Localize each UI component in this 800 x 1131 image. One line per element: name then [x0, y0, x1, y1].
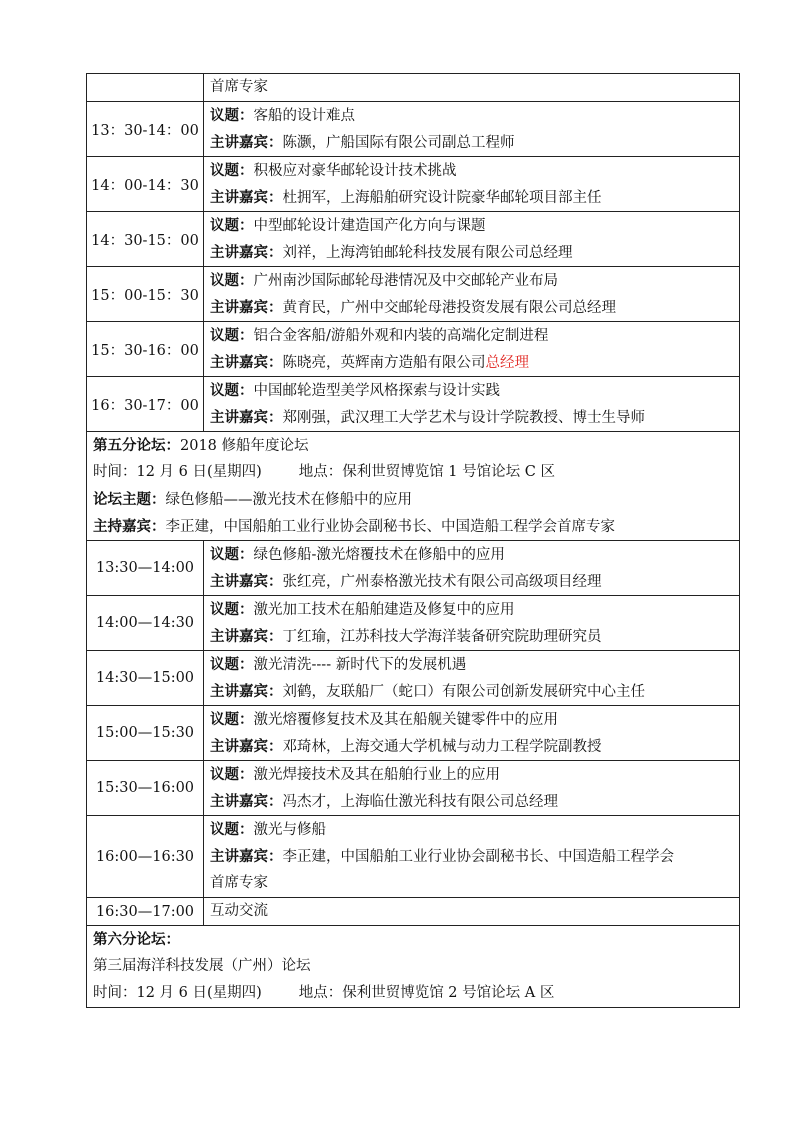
topic-text: 积极应对豪华邮轮设计技术挑战 [253, 163, 457, 179]
speaker-line [210, 129, 733, 156]
topic-label: 议题： [210, 382, 254, 399]
talk-cell [204, 377, 740, 432]
speaker-text: 杜拥军，上海船舶研究设计院豪华邮轮项目部主任 [282, 190, 602, 206]
speaker-label: 主讲嘉宾： [210, 189, 283, 206]
agenda-row [87, 706, 740, 761]
topic-text: 中型邮轮设计建造国产化方向与课题 [253, 218, 486, 234]
forum-header-row [87, 432, 740, 541]
agenda-row [87, 102, 740, 157]
topic-label: 议题： [210, 656, 254, 673]
time-slot: 16:30—17:00 [87, 898, 204, 926]
talk-cell [204, 651, 740, 706]
time-slot: 15:30—16:00 [87, 761, 204, 816]
agenda-row [87, 322, 740, 377]
time-slot: 14:30—15:00 [87, 651, 204, 706]
topic-line [210, 816, 733, 843]
topic-text: 中国邮轮造型美学风格探索与设计实践 [253, 383, 500, 399]
speaker-text: 李正建，中国船舶工业行业协会副秘书长、中国造船工程学会 [282, 849, 674, 865]
forum5-theme-label: 论坛主题： [93, 491, 166, 508]
agenda-row [87, 898, 740, 926]
forum5-host-text: 李正建，中国船舶工业行业协会副秘书长、中国造船工程学会首席专家 [165, 519, 615, 535]
agenda-row [87, 596, 740, 651]
forum5-host [93, 513, 733, 540]
topic-line [210, 322, 733, 349]
talk-cell [204, 596, 740, 651]
speaker-text: 刘祥，上海湾铂邮轮科技发展有限公司总经理 [282, 245, 573, 261]
talk-cell [204, 157, 740, 212]
topic-line [210, 212, 733, 239]
topic-text: 激光加工技术在船舶建造及修复中的应用 [253, 602, 515, 618]
topic-label: 议题： [210, 821, 254, 838]
speaker-label: 主讲嘉宾： [210, 244, 283, 261]
speaker-line [210, 568, 733, 595]
interactive-text: 互动交流 [210, 903, 268, 919]
time-slot: 16:00—16:30 [87, 816, 204, 898]
talk-cell [204, 102, 740, 157]
speaker-line [210, 623, 733, 650]
topic-line [210, 377, 733, 404]
time-cell-empty [87, 74, 204, 102]
speaker-title-highlight: 总经理 [485, 355, 529, 371]
forum5-heading-title: 2018 修船年度论坛 [180, 438, 309, 454]
topic-label: 议题： [210, 272, 254, 289]
speaker-label: 主讲嘉宾： [210, 573, 283, 590]
forum-header-row [87, 926, 740, 1008]
time-slot: 15：30-16：00 [87, 322, 204, 377]
agenda-table [86, 73, 740, 1008]
speaker-label: 主讲嘉宾： [210, 683, 283, 700]
speaker-text: 邓琦林，上海交通大学机械与动力工程学院副教授 [282, 739, 602, 755]
speaker-text: 刘鹤，友联船厂（蛇口）有限公司创新发展研究中心主任 [282, 684, 645, 700]
speaker-text: 丁红瑜，江苏科技大学海洋装备研究院助理研究员 [282, 629, 602, 645]
speaker-line [210, 294, 733, 321]
speaker-text: 张红亮，广州泰格激光技术有限公司高级项目经理 [282, 574, 602, 590]
time-slot: 13:30—14:00 [87, 541, 204, 596]
speaker-text: 冯杰才，上海临仕激光科技有限公司总经理 [282, 794, 558, 810]
forum6-title: 第三届海洋科技发展（广州）论坛 [93, 958, 311, 974]
speaker-line [210, 843, 733, 870]
forum6-heading: 第六分论坛： [93, 931, 180, 948]
agenda-row [87, 541, 740, 596]
topic-label: 议题： [210, 107, 254, 124]
topic-label: 议题： [210, 601, 254, 618]
talk-cell [204, 322, 740, 377]
topic-label: 议题： [210, 217, 254, 234]
topic-line [210, 761, 733, 788]
topic-label: 议题： [210, 711, 254, 728]
speaker-label: 主讲嘉宾： [210, 793, 283, 810]
speaker-text: 陈灏，广船国际有限公司副总工程师 [282, 135, 515, 151]
talk-cell [204, 706, 740, 761]
speaker-label: 主讲嘉宾： [210, 354, 283, 371]
topic-text: 绿色修船-激光熔覆技术在修船中的应用 [253, 547, 505, 563]
forum5-heading [93, 432, 733, 459]
topic-line [210, 651, 733, 678]
agenda-row [87, 816, 740, 898]
topic-line [210, 596, 733, 623]
speaker-line [210, 788, 733, 815]
speaker-label: 主讲嘉宾： [210, 409, 283, 426]
talk-cell [204, 816, 740, 898]
talk-cell [204, 898, 740, 926]
agenda-row [87, 157, 740, 212]
speaker-label: 主讲嘉宾： [210, 134, 283, 151]
forum5-heading-label: 第五分论坛： [93, 437, 180, 454]
forum5-theme-text: 绿色修船——激光技术在修船中的应用 [165, 492, 412, 508]
content-cell [204, 74, 740, 102]
speaker-text: 陈晓亮，英辉南方造船有限公司 [282, 355, 486, 371]
topic-text: 激光清洗---- 新时代下的发展机遇 [253, 657, 467, 673]
speaker-line-cont: 首席专家 [210, 875, 268, 891]
time-slot: 13：30-14：00 [87, 102, 204, 157]
speaker-label: 主讲嘉宾： [210, 299, 283, 316]
topic-text: 铝合金客船/游船外观和内装的高端化定制进程 [253, 328, 549, 344]
topic-text: 激光熔覆修复技术及其在船舰关键零件中的应用 [253, 712, 558, 728]
talk-cell [204, 267, 740, 322]
topic-line [210, 267, 733, 294]
forum6-info [87, 926, 740, 1008]
topic-label: 议题： [210, 162, 254, 179]
topic-line [210, 706, 733, 733]
speaker-line [210, 239, 733, 266]
speaker-text: 郑刚强，武汉理工大学艺术与设计学院教授、博士生导师 [282, 410, 645, 426]
speaker-line [210, 678, 733, 705]
agenda-row [87, 212, 740, 267]
topic-line [210, 541, 733, 568]
topic-text: 激光与修船 [253, 822, 326, 838]
time-slot: 15：00-15：30 [87, 267, 204, 322]
forum5-time-location: 时间：12 月 6 日(星期四) 地点：保利世贸博览馆 1 号馆论坛 C 区 [93, 464, 555, 480]
speaker-label: 主讲嘉宾： [210, 628, 283, 645]
speaker-label: 主讲嘉宾： [210, 738, 283, 755]
forum5-info [87, 432, 740, 541]
time-slot: 15:00—15:30 [87, 706, 204, 761]
forum5-theme [93, 486, 733, 513]
continuation-row [87, 74, 740, 102]
topic-line [210, 157, 733, 184]
speaker-line [210, 349, 733, 376]
topic-text: 客船的设计难点 [253, 108, 355, 124]
topic-label: 议题： [210, 327, 254, 344]
time-slot: 16：30-17：00 [87, 377, 204, 432]
time-slot: 14：30-15：00 [87, 212, 204, 267]
talk-cell [204, 541, 740, 596]
topic-line [210, 102, 733, 129]
talk-cell [204, 212, 740, 267]
topic-text: 激光焊接技术及其在船舶行业上的应用 [253, 767, 500, 783]
speaker-line [210, 733, 733, 760]
forum6-time-location: 时间：12 月 6 日(星期四) 地点：保利世贸博览馆 2 号馆论坛 A 区 [93, 985, 555, 1001]
agenda-row [87, 267, 740, 322]
speaker-line [210, 184, 733, 211]
topic-label: 议题： [210, 546, 254, 563]
agenda-row [87, 377, 740, 432]
talk-cell [204, 761, 740, 816]
forum5-host-label: 主持嘉宾： [93, 518, 166, 535]
topic-text: 广州南沙国际邮轮母港情况及中交邮轮产业布局 [253, 273, 558, 289]
agenda-row [87, 651, 740, 706]
speaker-text: 黄育民，广州中交邮轮母港投资发展有限公司总经理 [282, 300, 616, 316]
time-slot: 14：00-14：30 [87, 157, 204, 212]
agenda-row [87, 761, 740, 816]
topic-label: 议题： [210, 766, 254, 783]
speaker-line [210, 404, 733, 431]
speaker-label: 主讲嘉宾： [210, 848, 283, 865]
continued-text: 首席专家 [210, 79, 268, 95]
time-slot: 14:00—14:30 [87, 596, 204, 651]
